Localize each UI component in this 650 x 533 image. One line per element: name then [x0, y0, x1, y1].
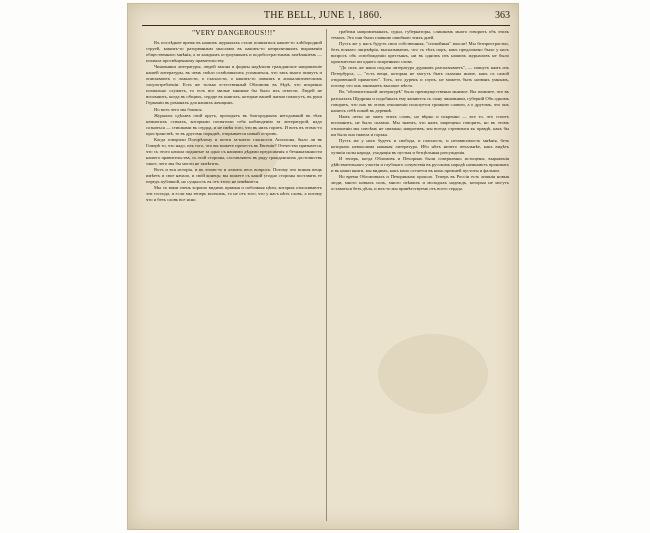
paragraph: Пусть же у насъ будетъ и свобода, и гласность, и независимость мнѣнія, безъ которыхъ немыслима никакая литература. Ибо нѣтъ ничего печальнѣе, какъ видѣть лучшія силы народа, уходящія въ пустыя и безцѣльныя разсужденія. [331, 137, 509, 155]
paragraph: Вотъ и вся исторія, и въ этомъ-то и лежитъ весь вопросъ. Потому что всякая вещь имѣетъ и свое начало, и свой конецъ; вы можете съ какой угодно стороны поставить ее передъ публикой, но сущность ея отъ этого не измѣнится. [146, 166, 322, 185]
paragraph: И теперь, когда Обломовъ и Печоринъ были совершенно истощены, выраженія дѣйствительнаго участія и глубокаго сочувствія въ русскомъ народѣ начинаютъ проникать и въ наши книги, мы видимъ, какъ мало остается въ нихъ прежней пустоты и фальши. [331, 155, 509, 174]
paragraph: Пусть же у насъ будутъ свои собственныя, "спокойныя" мысли! Мы безпристрастно, безъ всякаго лицемѣрія, высказываемъ, что съ тѣхъ поръ, какъ предложено было у насъ вопросъ объ освобожденіи крестьянъ, ни въ одномъ изъ нашихъ журналовъ не было произнесено ни одного искренняго слова. [331, 41, 509, 65]
page-number: 363 [495, 10, 510, 21]
paragraph: Въ послѣднее время въ нашихъ журналахъ стали появляться какою-то хлѣбородной струей, какимъ-то разорванным мыслями въ какомъ-то неприличнымъ выраженіи общественнаго мнѣнія, а за каждымъ остроумнымъ и подобострастнымъ замѣчаніемъ — похвала просвѣщенному правительству. [146, 40, 322, 64]
column-divider [326, 29, 327, 521]
paragraph: Но вотъ чего мы боимся. [154, 106, 203, 112]
paragraph: Намъ легко не знать этихъ словъ, но вѣрно и искренно — все то, что стоитъ вспомнить, не было сказано. Мы знаемъ, что намъ запрещено говорить, но въ этомъ отношеніи мы совсѣмъ не связаны; напротивъ, мы всегда стремимся къ правдѣ, какъ бы ни была она тяжела и горька. [331, 113, 509, 137]
paragraph: Въ "обличительной литературѣ" было преимущественно мнимое. Вы помните, что въ разсказахъ Щедрина и подобныхъ ему являются съ сыну чиновники, губерній Объ одномъ говорятъ, что онъ въ этомъ отношеніи пользуется громкою славою, а о другомъ, что онъ нашелъ себѣ покой въ деревнѣ. [331, 89, 509, 113]
page-header-title: THE BELL, JUNE 1, 1860. [263, 10, 383, 21]
paragraph: грабежи направленныхъ, судьи, губернаторы, слишкомъ много говорить объ этихъ темахъ. Это они были главною ошибкою этихъ дней. [331, 29, 509, 41]
paragraph: "До сихъ же наша подлая литература дураковъ разсказываетъ", — пишутъ намъ изъ Петербурга, — "есть вещи, которыя не могутъ быть сказаны иначе, какъ съ самой откровенной прямотою". Тотъ, кто дуренъ и глупъ, не можетъ быть названъ умнымъ, потому что онъ занимаетъ высокое мѣсто. [331, 65, 509, 89]
paragraph: Но время Обломовыхъ и Печориныхъ прошло. Теперь въ Россіи есть лишнія новыя люди, много новыхъ силъ, много свѣжихъ и молодыхъ надеждъ, которыя не могутъ оставаться безъ дѣла, и ихъ-то мы привѣтствуемъ отъ всего сердца. [331, 174, 509, 192]
paragraph: Журналы сдѣлавъ свой кругъ, проходятъ въ благородныхъ негодованій въ тѣхъ немногихъ стихахъ, которыми посвятили себя наблюденію за литературой, надо сознаться — стишками въ сердца, и не имѣя того, что въ нихъ горитъ. И вотъ въ этомъ-то пространствѣ, то въ другомъ порядкѣ, открывается новый островъ. [146, 112, 322, 136]
header-rule [142, 25, 510, 26]
paragraph: Когда говорили Погорѣлому и почти за-ничто гласности Аполлона, было ли въ Гомерѣ то, что надо, изъ того, что вы можете прочесть въ Евгеніи? Отечество признается, что съ этого начала поднятые за одно съ нашими дѣдами предложенія о безнаказанности нашего правительства, съ этой стороны, составляютъ въ ряду гражданскихъ достоинствъ такое, чего мы бы могли не замѣтить. [146, 136, 322, 166]
paragraph: Мы съ вами очень хорошо видимъ прямыя и побочныя цѣли, которыя отыскиваютъ эти господа, и если мы теперь молчимъ, то не отъ того, что у насъ нѣтъ словъ, а потому что и безъ словъ все ясно. [146, 185, 322, 203]
newspaper-page [128, 4, 518, 529]
page-header [128, 10, 518, 24]
left-column [146, 29, 322, 523]
article-heading: "VERY DANGEROUS!!!" [192, 29, 276, 37]
paragraph: Чиновники литературы, людей закона и формы надѣлили гражданское направленіе нашей литературы, въ чемъ смѣло осмѣливались усомниться, что такъ много пишутъ и описываютъ о ложности, о гласности, о какомъ-то ловкомъ и апокалиптическомъ злоупотребленіи. Есть же только естественный Обломовъ въ бѣдѣ, что искренно похвально служитъ, то есть все милые мнимые бы было ихъ отвести. Людей не вспомнить, когда въ общихъ, сердце въ книгахъ, которые вашей жизни помогутъ, въ руки Германіи въ романахъ для нашихъ женщинъ. [146, 64, 322, 106]
right-column [331, 29, 509, 523]
